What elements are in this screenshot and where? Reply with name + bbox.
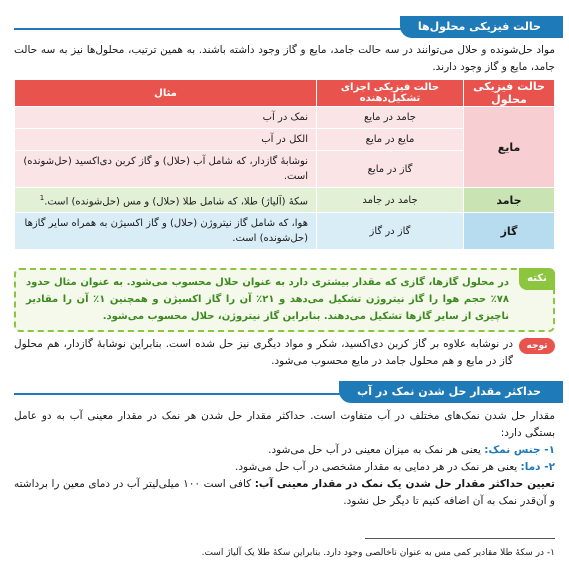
phase-cell: گاز در گاز — [317, 213, 464, 250]
determination-lead: تعیین حداکثر مقدار حل شدن یک نمک در مقدار معینی آب: — [254, 478, 555, 490]
example-cell — [15, 188, 317, 213]
note-text: در محلول گازها، گازی که مقدار بیشتری دارد به عنوان حلال محسوب می‌شود. به عنوان مثال حدود ۷۸٪ حجم هوا را گاز نیتروژن تشکیل می‌دهد و ۲۱٪ آن را گاز اکسیژن و همچنین ۱٪ آن را مقادیر ناچیزی از سایر گازها تشکیل می‌دهند. بنابراین گاز نیتروژن، حلال محسوب می‌شود. — [26, 277, 509, 322]
footnote-rule — [365, 538, 555, 539]
phase-cell: مایع در مایع — [317, 129, 464, 151]
table-header-example: مثال — [15, 80, 317, 107]
list-item — [14, 459, 555, 476]
tip-badge: توجه — [519, 338, 555, 354]
footnote: ۱- در سکهٔ طلا مقادیر کمی مس به عنوان ناخالصی وجود دارد. بنابراین سکهٔ طلا یک آلیاژ است. — [201, 548, 555, 558]
table-row — [15, 213, 555, 250]
example-cell: الکل در آب — [15, 129, 317, 151]
tip-paragraph: در نوشابه علاوه بر گاز کربن دی‌اکسید، شکر و مواد دیگری نیز حل شده است. بنابراین نوشابهٔ گازدار، هم محلول گاز در مایع و هم محلول جامد در مایع محسوب می‌شود. — [14, 338, 513, 367]
table-row — [15, 188, 555, 213]
section-rule — [14, 393, 369, 395]
list-item-title: ۱- جنس نمک: — [484, 444, 555, 456]
list-item-title: ۲- دما: — [520, 461, 555, 473]
section-title-max-solubility: حداکثر مقدار حل شدن نمک در آب — [339, 381, 555, 403]
table-row — [15, 107, 555, 129]
phase-cell: گاز در مایع — [317, 151, 464, 188]
intro-paragraph: مواد حل‌شونده و حلال می‌توانند در سه حالت جامد، مایع و گاز وجود داشته باشند. به همین ترتیب، محلول‌ها نیز به سه حالت جامد، مایع و گاز وجود دارند. — [14, 44, 555, 73]
section-title-physical-state: حالت فیزیکی محلول‌ها — [400, 16, 555, 38]
table-header-components: حالت فیزیکی اجزای تشکیل‌دهنده — [317, 80, 464, 107]
list-item-text: یعنی هر نمک به میزان معینی در آب حل می‌شود. — [268, 444, 485, 456]
state-liquid: مایع — [464, 107, 555, 188]
phase-cell: جامد در جامد — [317, 188, 464, 213]
state-gas: گاز — [464, 213, 555, 250]
list-item-text: یعنی هر نمک در هر دمایی به مقدار مشخصی در آب حل می‌شود. — [235, 461, 521, 473]
solubility-intro: مقدار حل شدن نمک‌های مختلف در آب متفاوت است. حداکثر مقدار حل شدن هر نمک در مقدار معینی آب به دو عامل بستگی دارد: — [14, 410, 555, 439]
determination-rest: کافی است ۱۰۰ میلی‌لیتر آب در دمای معین را برداشته و آن‌قدر نمک به آن اضافه کنیم تا دیگر حل نشود. — [14, 478, 555, 507]
solubility-paragraph — [14, 408, 555, 510]
example-cell: نوشابهٔ گازدار، که شامل آب (حلال) و گاز کربن دی‌اکسید (حل‌شونده) است. — [15, 151, 317, 188]
example-text: سکهٔ (آلیاژ) طلا، که شامل طلا (حلال) و مس (حل‌شونده) است. — [44, 196, 308, 208]
note-badge: نکته — [519, 268, 555, 290]
example-cell: نمک در آب — [15, 107, 317, 129]
table-header-state: حالت فیزیکی محلول — [464, 80, 555, 107]
footnote-marker: 1 — [39, 194, 45, 202]
example-cell: هوا، که شامل گاز نیتروژن (حلال) و گاز اکسیژن به همراه سایر گازها (حل‌شونده) است. — [15, 213, 317, 250]
determination-text — [14, 476, 555, 510]
list-item — [14, 442, 555, 459]
physical-state-table — [14, 79, 555, 250]
note-box — [14, 268, 555, 332]
state-solid: جامد — [464, 188, 555, 213]
phase-cell: جامد در مایع — [317, 107, 464, 129]
section-rule — [14, 28, 419, 30]
